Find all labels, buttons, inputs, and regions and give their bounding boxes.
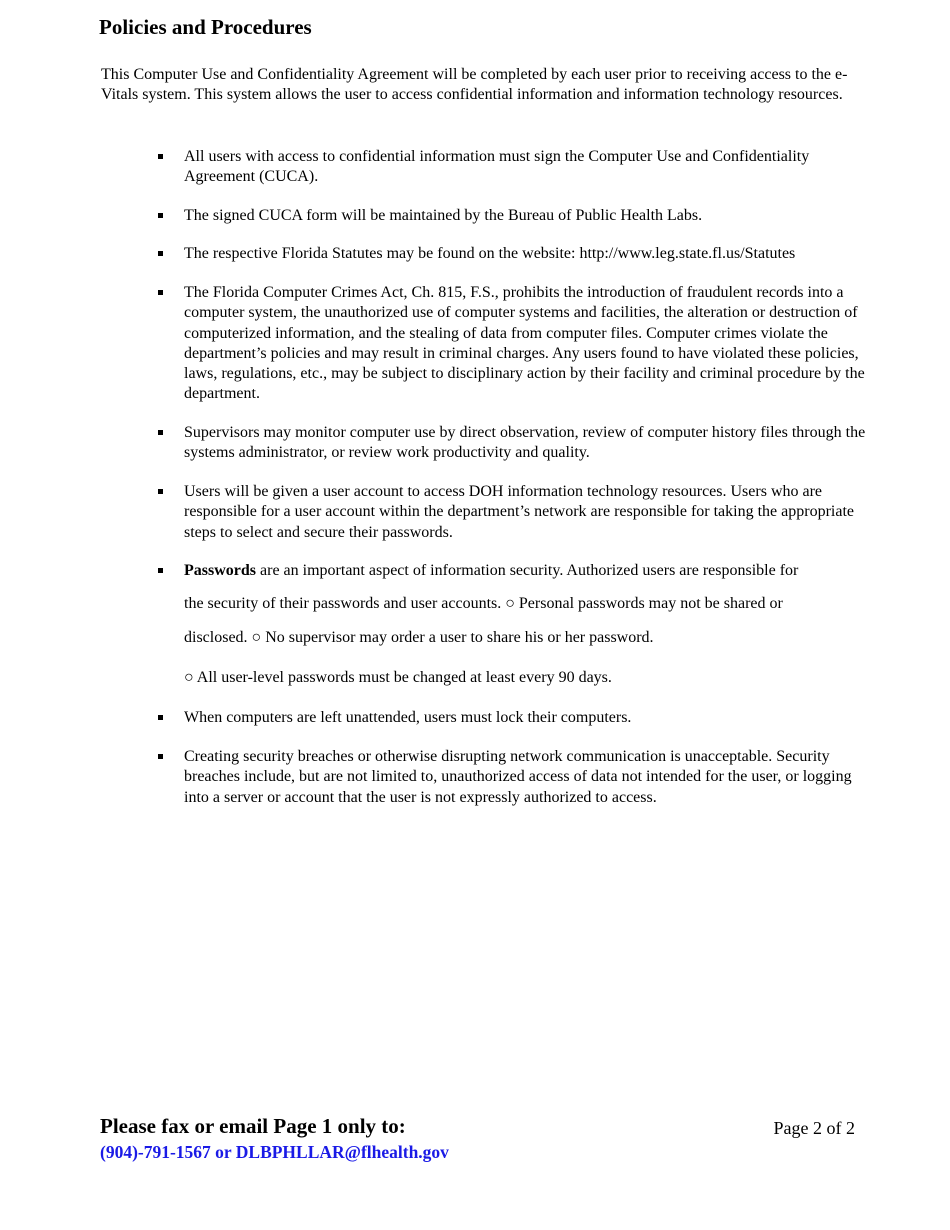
list-item bbox=[184, 423, 874, 464]
list-item-text: Creating security breaches or otherwise disrupting network communication is unacceptable. Security breaches include, but are not limited to, unauthorized access of data not intended for the user, or logging into a server or account that the user is not expressly authorized to access. bbox=[184, 748, 852, 806]
passwords-bold-label: Passwords bbox=[184, 562, 257, 579]
page-number: Page 2 of 2 bbox=[773, 1118, 855, 1138]
list-item bbox=[184, 283, 874, 405]
bullet-square-icon bbox=[158, 290, 163, 295]
footer-heading: Please fax or email Page 1 only to: bbox=[100, 1114, 406, 1138]
statutes-link[interactable]: The respective Florida Statutes may be found on the website: http://www.leg.state.fl.us/Statutes bbox=[184, 245, 796, 262]
passwords-line-3: disclosed. ○ No supervisor may order a user to share his or her password. bbox=[184, 628, 654, 646]
bullet-square-icon bbox=[158, 715, 163, 720]
list-item-text: The signed CUCA form will be maintained by the Bureau of Public Health Labs. bbox=[184, 207, 703, 224]
list-item-text: The Florida Computer Crimes Act, Ch. 815, F.S., prohibits the introduction of fraudulent records into a computer system, the unauthorized use of computer systems and facilities, the alteration or destruction of computerized information, and the stealing of data from computer files. Computer crimes violate the department’s policies and may result in criminal charges. Any users found to have violated these policies, laws, regulations, etc., may be subject to disciplinary action by their facility and criminal procedure by the department. bbox=[184, 284, 865, 403]
bullet-square-icon bbox=[158, 430, 163, 435]
passwords-line-1-text: are an important aspect of information security. Authorized users are responsible for bbox=[260, 562, 799, 579]
passwords-line-1 bbox=[184, 561, 874, 581]
page-title: Policies and Procedures bbox=[99, 15, 312, 39]
passwords-line-2: the security of their passwords and user accounts. ○ Personal passwords may not be shared or bbox=[184, 595, 783, 613]
passwords-subitem: ○ All user-level passwords must be changed at least every 90 days. bbox=[184, 669, 612, 686]
list-item bbox=[184, 482, 874, 543]
bullet-square-icon bbox=[158, 568, 163, 573]
bullet-square-icon bbox=[158, 154, 163, 159]
list-item-text: When computers are left unattended, users must lock their computers. bbox=[184, 709, 632, 726]
bullet-square-icon bbox=[158, 213, 163, 218]
bullet-square-icon bbox=[158, 251, 163, 256]
list-item bbox=[184, 244, 874, 264]
list-item bbox=[184, 206, 874, 226]
list-item-text: Supervisors may monitor computer use by direct observation, review of computer history files through the systems administrator, or review work productivity and quality. bbox=[184, 424, 866, 462]
list-item bbox=[184, 147, 874, 188]
list-item-passwords bbox=[184, 561, 874, 648]
list-item bbox=[184, 747, 874, 808]
list-item-text: All users with access to confidential information must sign the Computer Use and Confidentiality Agreement (CUCA). bbox=[184, 148, 810, 186]
bullet-square-icon bbox=[158, 754, 163, 759]
intro-paragraph: This Computer Use and Confidentiality Agreement will be completed by each user prior to receiving access to the e-Vitals system. This system allows the user to access confidential information and information technology resources. bbox=[101, 66, 848, 104]
list-item bbox=[184, 708, 874, 728]
footer-contact-link[interactable]: (904)-791-1567 or DLBPHLLAR@flhealth.gov bbox=[100, 1142, 449, 1162]
bullet-square-icon bbox=[158, 489, 163, 494]
list-item-text: Users will be given a user account to access DOH information technology resources. Users who are responsible for a user account within the department’s network are responsible for taking the appropriate steps to select and secure their passwords. bbox=[184, 483, 854, 541]
